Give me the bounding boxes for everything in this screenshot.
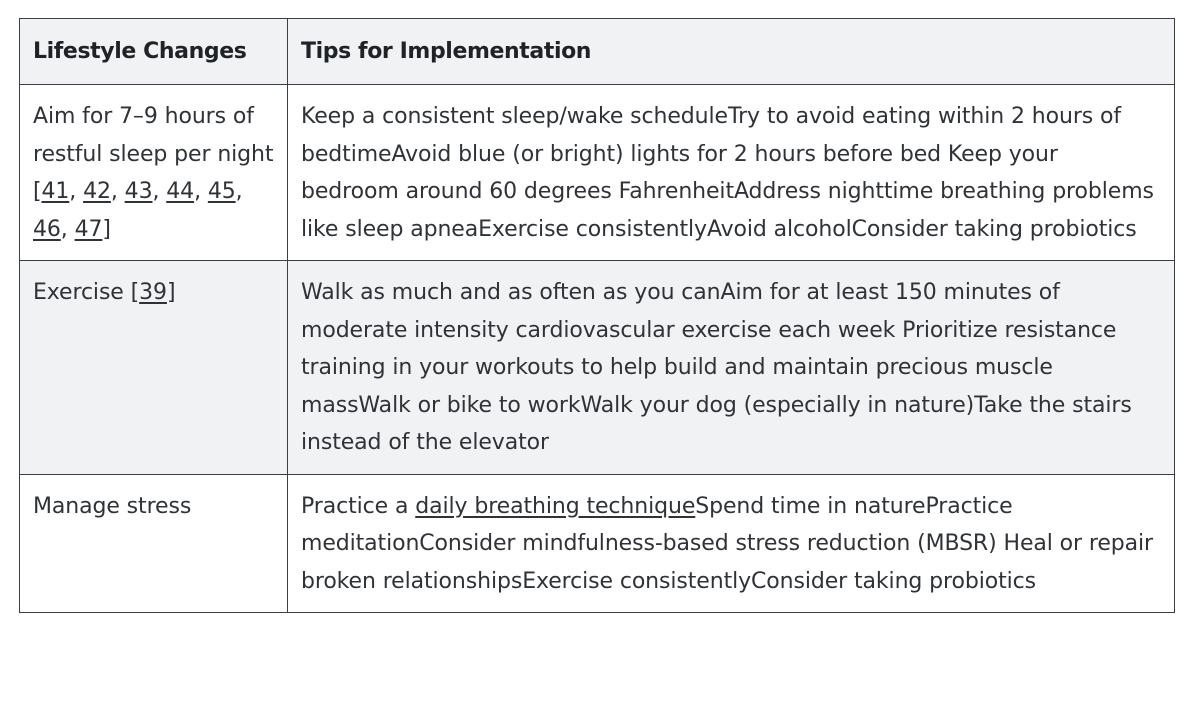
lifestyle-change-cell: Exercise [39] (20, 261, 288, 475)
reference-link[interactable]: 46 (33, 216, 61, 242)
tips-cell: Walk as much and as often as you canAim for at least 150 minutes of moderate intensity cardiovascular exercise each week Prioritize resistance training in your workouts to help build and maintain precious muscle massWalk or bike to workWalk your dog (especially in nature)Take the stairs instead of the elevator (288, 261, 1175, 475)
tips-suffix-text: Spend time in naturePractice meditationConsider mindfulness-based stress reduction (MBSR) Heal or repair broken relationshipsExercise consistentlyConsider taking probiotics (301, 493, 1153, 594)
table-header-row (20, 19, 1175, 85)
reference-link[interactable]: 47 (74, 216, 103, 242)
lifestyle-change-cell (20, 474, 288, 613)
table-row (20, 261, 1175, 475)
lifestyle-table-container (19, 18, 1175, 613)
reference-link[interactable]: 42 (83, 179, 111, 204)
tips-prefix-text: Practice a (301, 493, 416, 519)
reference-link[interactable]: 43 (124, 179, 153, 204)
reference-link[interactable]: 41 (41, 179, 70, 204)
lifestyle-change-text: Exercise (33, 280, 124, 305)
lifestyle-change-cell: Aim for 7–9 hours of restful sleep per night [41, 42, 43, 44, 45, 46, 47] (20, 85, 288, 261)
reference-link[interactable]: 39 (139, 280, 167, 305)
tips-cell: Keep a consistent sleep/wake scheduleTry to avoid eating within 2 hours of bedtimeAvoid blue (or bright) lights for 2 hours before bed Keep your bedroom around 60 degrees FahrenheitAddress nighttime breathing problems like sleep apneaExercise consistentlyAvoid alcoholConsider taking probiotics (288, 85, 1175, 261)
table-row (20, 85, 1175, 261)
lifestyle-table (19, 18, 1175, 613)
header-lifestyle-changes: Lifestyle Changes (20, 19, 288, 85)
reference-link[interactable]: 45 (207, 179, 236, 204)
daily-breathing-technique-link[interactable]: daily breathing technique (415, 493, 696, 519)
lifestyle-change-text: Manage stress (33, 493, 192, 519)
reference-link[interactable]: 44 (166, 179, 195, 204)
tips-cell (288, 474, 1175, 613)
header-tips-for-implementation: Tips for Implementation (288, 19, 1175, 85)
lifestyle-change-text: Aim for 7–9 hours of restful sleep per night (33, 104, 274, 167)
table-row (20, 474, 1175, 613)
